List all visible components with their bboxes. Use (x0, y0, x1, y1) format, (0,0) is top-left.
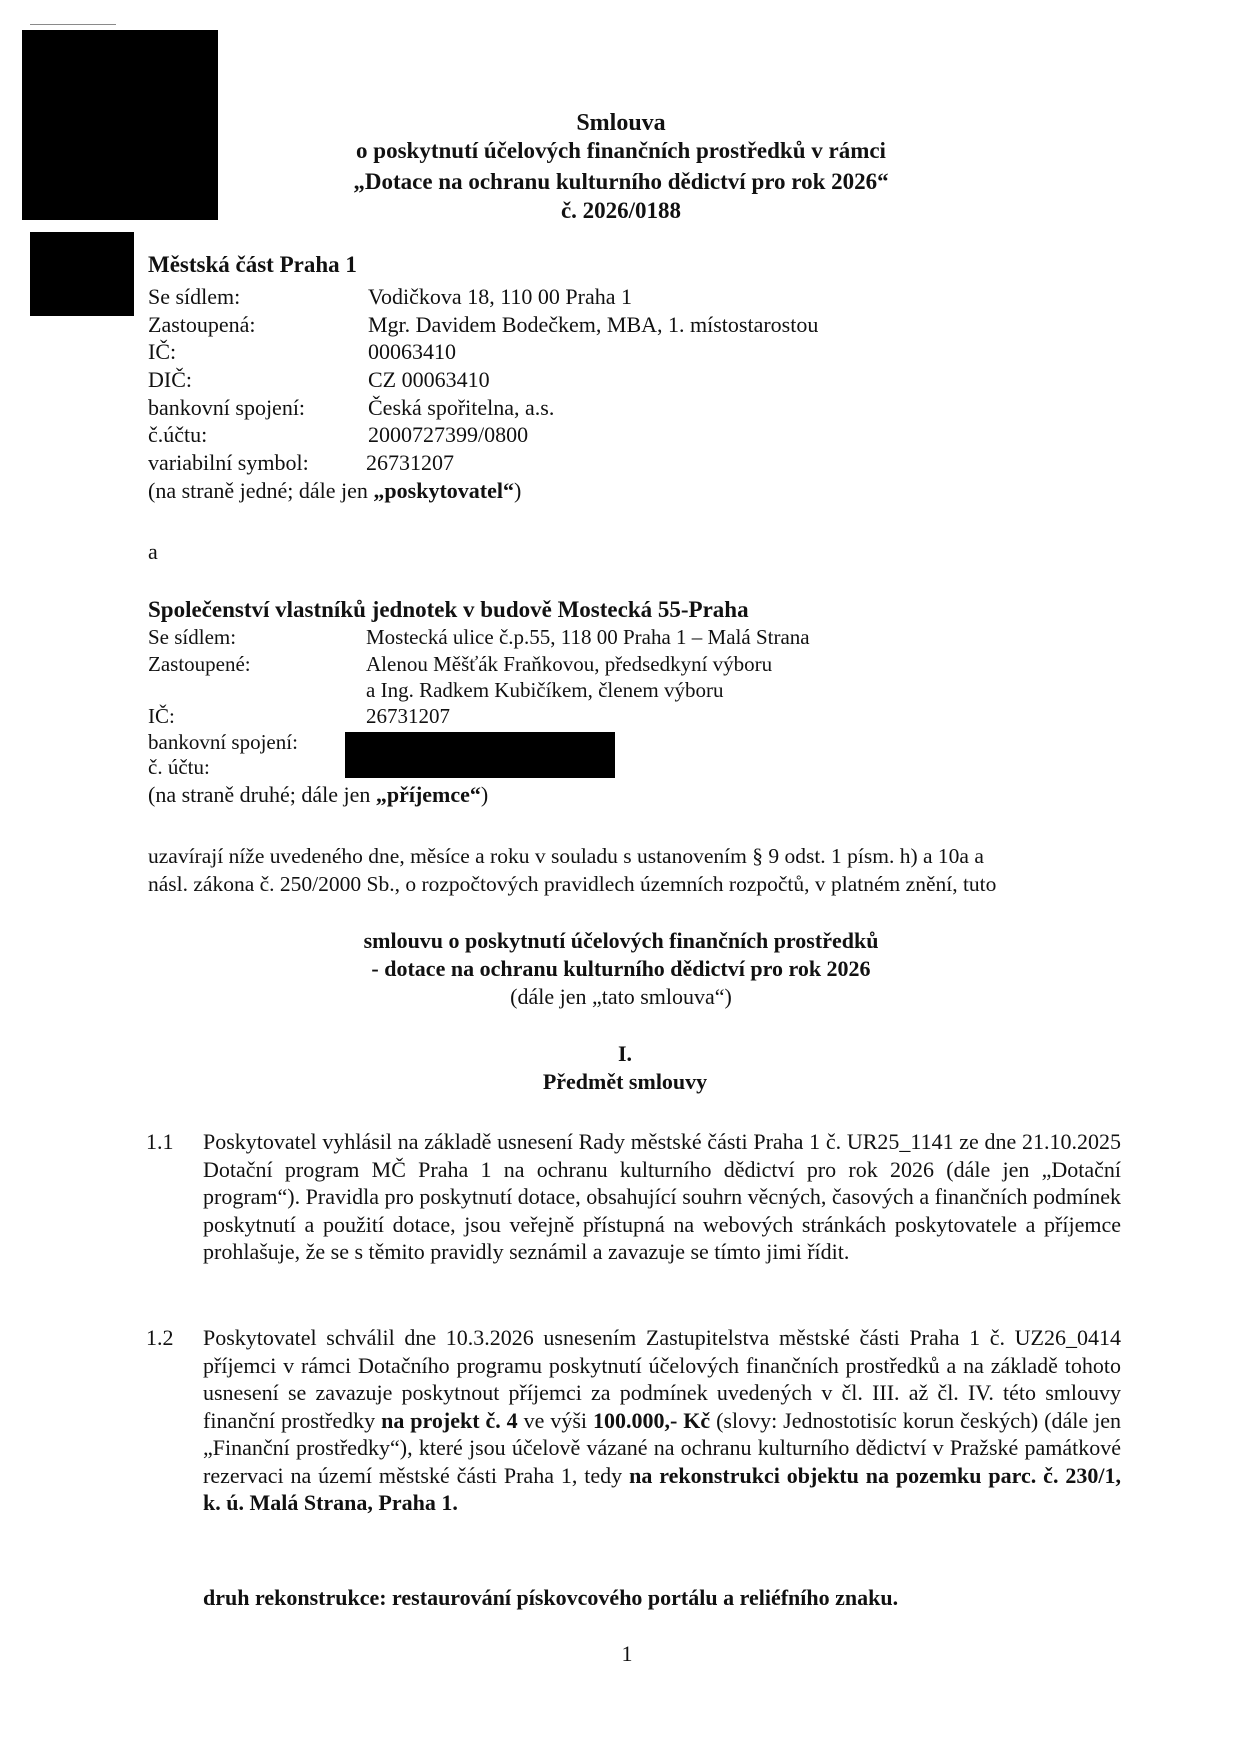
provider-value-dic: CZ 00063410 (368, 367, 490, 392)
provider-label-ic: IČ: (148, 339, 177, 364)
clause-1-1-text: Poskytovatel vyhlásil na základě usnesení Rady městské části Praha 1 č. UR25_1141 ze dne 21.10.2025 Dotační program MČ Praha 1 na ochranu kulturního dědictví pro rok 2026 (dále jen „Dotační program“). Pravidla pro poskytnutí dotace, obsahující souhrn věcných, časových a finančních podmínek poskytnutí a použití dotace, jsou veřejně přístupná na webových stránkách poskytovatele a příjemce prohlašuje, že se s těmito pravidly seznámil a zavazuje se tímto jimi řídit. (203, 1129, 1121, 1264)
provider-name: Městská část Praha 1 (148, 252, 357, 277)
provider-label-vs: variabilní symbol: (148, 450, 309, 475)
provider-role (148, 477, 521, 505)
provider-role-term: „poskytovatel“ (373, 478, 514, 503)
recipient-value-represented: Alenou Měšťák Fraňkovou, předsedkyní výboru (366, 652, 773, 676)
recipient-role (148, 781, 488, 809)
provider-value-account: 2000727399/0800 (368, 422, 529, 447)
provider-value-seat: Vodičkova 18, 110 00 Praha 1 (368, 284, 632, 309)
clause-1-2-amount: 100.000,- Kč (592, 1407, 711, 1433)
provider-role-prefix: (na straně jedné; dále jen (148, 478, 374, 503)
provider-role-suffix: ) (513, 478, 522, 503)
recipient-label-seat: Se sídlem: (148, 625, 237, 649)
recipient-role-prefix: (na straně druhé; dále jen (148, 782, 376, 807)
clause-1-2-part-2: ve výši (517, 1407, 593, 1433)
clause-1-2-property: na rekonstrukci objektu na pozemku parc. č. 230/1, k. ú. Malá Strana, Praha 1. (203, 1462, 1121, 1515)
contract-heading-line-1: smlouvu o poskytnutí účelových finančních prostředků (363, 928, 879, 953)
provider-value-bank: Česká spořitelna, a.s. (368, 395, 555, 420)
recipient-value-seat: Mostecká ulice č.p.55, 118 00 Praha 1 – Malá Strana (366, 625, 810, 649)
clause-1-2-project: na projekt č. 4 (381, 1407, 518, 1433)
redaction-block-bank (345, 732, 615, 778)
intro-line-2: násl. zákona č. 250/2000 Sb., o rozpočtových pravidlech územních rozpočtů, v platném znění, tuto (148, 872, 997, 896)
clause-1-2-part-1: Poskytovatel schválil dne 10.3.2026 usnesením Zastupitelstva městské části Praha 1 č. UZ26_0414 příjemci v rámci Dotačního programu poskytnutí účelových finančních prostředků a na základě tohoto usnesení se zavazuje poskytnout příjemci za podmínek uvedených v čl. III. až čl. IV. této smlouvy finanční prostředky (203, 1325, 1121, 1433)
intro-line-1: uzavírají níže uvedeného dne, měsíce a roku v souladu s ustanovením § 9 odst. 1 písm. h) a 10a a (148, 844, 984, 868)
recipient-label-represented: Zastoupené: (148, 652, 251, 676)
document-title: Smlouva (576, 110, 666, 136)
document-subtitle-line-2: „Dotace na ochranu kulturního dědictví pro rok 2026“ (353, 169, 889, 194)
section-title: Předmět smlouvy (542, 1069, 708, 1094)
provider-label-dic: DIČ: (148, 367, 192, 392)
section-number: I. (617, 1041, 633, 1066)
provider-value-represented: Mgr. Davidem Bodečkem, MBA, 1. místostarostou (368, 312, 819, 337)
recipient-label-account: č. účtu: (148, 755, 210, 779)
provider-label-seat: Se sídlem: (148, 284, 241, 309)
recipient-value-ic: 26731207 (366, 704, 450, 728)
recipient-role-term: „příjemce“ (375, 782, 481, 807)
recipient-value-represented-2: a Ing. Radkem Kubičíkem, členem výboru (366, 678, 724, 702)
document-subtitle-line-1: o poskytnutí účelových finančních prostředků v rámci (356, 138, 886, 163)
provider-value-ic: 00063410 (368, 339, 456, 364)
redaction-block-stamp (30, 232, 134, 316)
provider-value-vs: 26731207 (366, 450, 454, 475)
provider-label-account: č.účtu: (148, 422, 208, 447)
clause-1-2-text (203, 1324, 1121, 1517)
recipient-role-suffix: ) (480, 782, 489, 807)
clause-1-1-number: 1.1 (146, 1129, 174, 1154)
recipient-label-bank: bankovní spojení: (148, 730, 298, 754)
page-number: 1 (621, 1641, 633, 1666)
provider-label-represented: Zastoupená: (148, 312, 256, 337)
clause-1-2-number: 1.2 (146, 1325, 174, 1350)
contract-number: č. 2026/0188 (560, 198, 682, 223)
reconstruction-type: druh rekonstrukce: restaurování pískovcového portálu a reliéfního znaku. (203, 1585, 899, 1610)
recipient-name: Společenství vlastníků jednotek v budově Mostecká 55-Praha (148, 597, 749, 622)
contract-heading-line-2: - dotace na ochranu kulturního dědictví pro rok 2026 (371, 956, 871, 981)
contract-heading-note: (dále jen „tato smlouva“) (510, 984, 732, 1009)
provider-label-bank: bankovní spojení: (148, 395, 306, 420)
scan-line (30, 24, 116, 25)
clause-1-2-part-3: (slovy: Jednostotisíc korun českých) (dále jen „Finanční prostředky“), které jsou účelově vázané na ochranu kulturního dědictví v Pražské památkové rezervaci na území městské části Praha 1, tedy (203, 1407, 1121, 1488)
connector-a: a (148, 539, 158, 564)
recipient-label-ic: IČ: (148, 704, 175, 728)
